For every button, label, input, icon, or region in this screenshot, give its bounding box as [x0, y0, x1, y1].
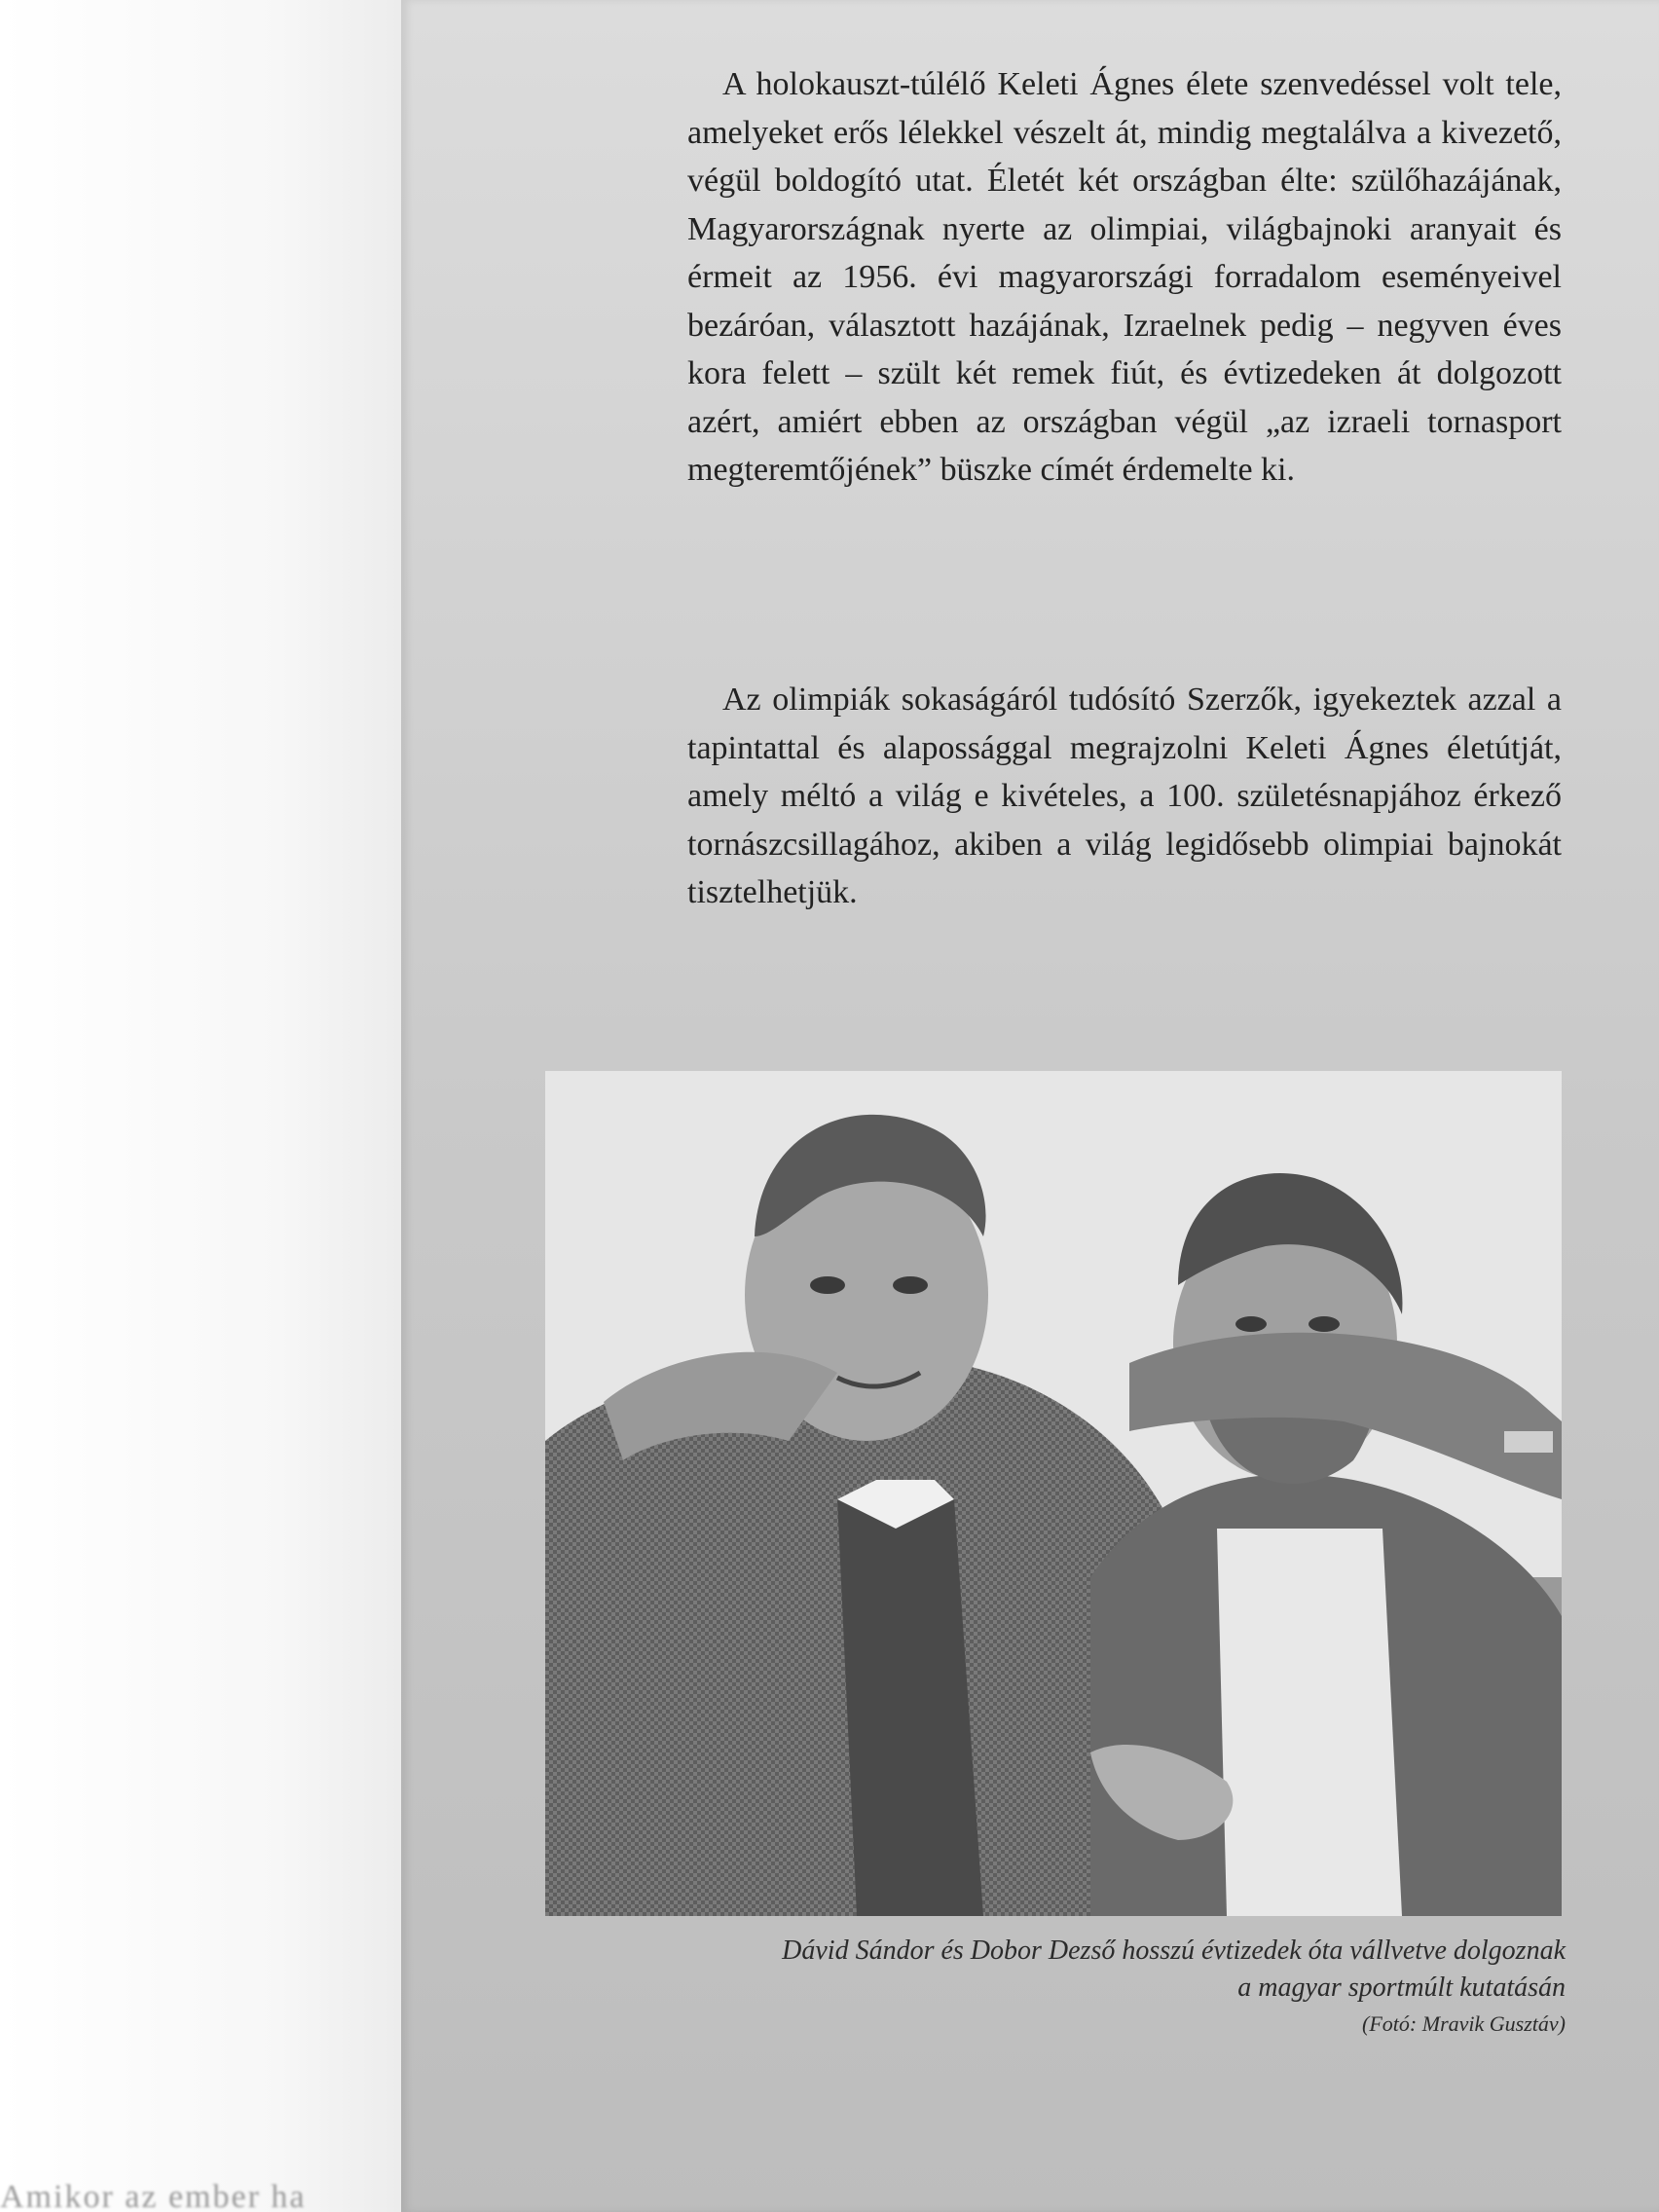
body-paragraph-2: Az olimpiák sokaságáról tudósító Szerzők, igyekeztek azzal a tapintattal és alapossággal megrajzolni Keleti Ágnes életútját, amely méltó a világ e kivételes, a 100. születésnapjához érkező tornászcsillagához, akiben a világ legidősebb olimpiai bajnokát tisztelhetjük.	[687, 682, 1562, 910]
photo-caption-line-1: Dávid Sándor és Dobor Dezső hosszú évtizedek óta vállvetve dolgoznak	[782, 1936, 1566, 1966]
photo-credit: (Fotó: Mravik Gusztáv)	[1362, 2011, 1566, 2036]
photo-two-men	[545, 1071, 1562, 1916]
left-page-margin	[0, 0, 401, 2212]
body-paragraph-1: A holokauszt-túlélő Keleti Ágnes élete szenvedéssel volt tele, amelyeket erős lélekkel vészelt át, mindig megtalálva a kivezető, végül boldogító utat. Életét két országban élte: szülőhazájának, Magyarországnak nyerte az olimpiai, világbajnoki aranyait és érmeit az 1956. évi magyarországi forradalom eseményeivel bezáróan, választott hazájának, Izraelnek pedig – negyven éves kora felett – szült két remek fiút, és évtizedeken át dolgozott azért, amiért ebben az országban végül „az izraeli tornasport megteremtőjének” büszke címét érdemelte ki.	[687, 66, 1562, 488]
photo-caption-line-2: a magyar sportmúlt kutatásán	[1237, 1972, 1566, 2003]
bleed-through-text: Amikor az ember ha	[0, 2179, 307, 2212]
photo-illustration	[545, 1071, 1562, 1916]
